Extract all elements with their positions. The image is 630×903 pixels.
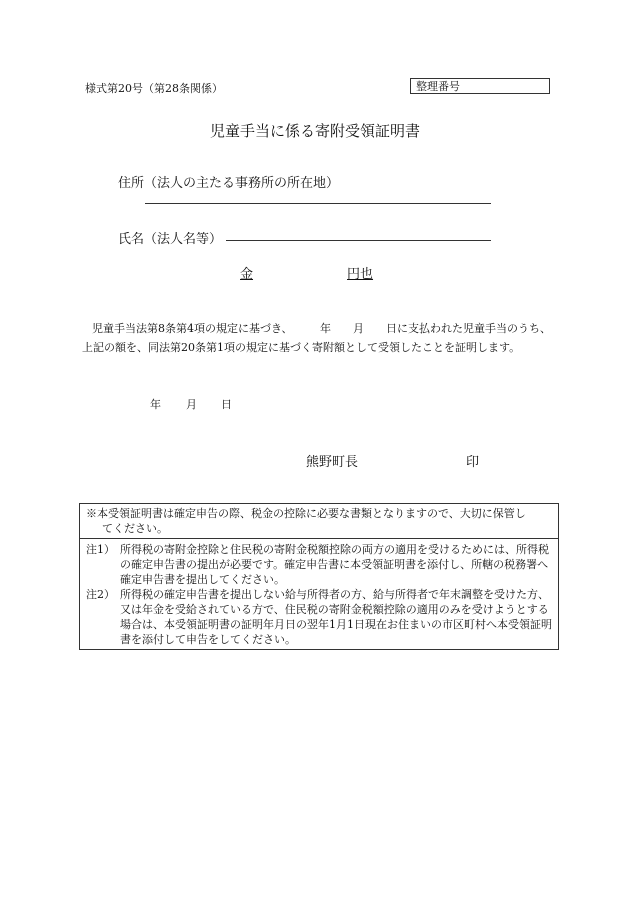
note-text: 所得税の確定申告書を提出しない給与所得者の方、給与所得者で年末調整を受けた方、又は年金を受給されている方で、住民税の寄附金税額控除の適用のみを受けようとする場合は、本受領証明書の証明年月日の翌年1月1日現在お住まいの市区町村へ本受領証明書を添付して申告をしてください。	[120, 588, 552, 646]
certification-text: 児童手当法第8条第4項の規定に基づき、 年 月 日に支払われた児童手当のうち、上記の額を、同法第20条第1項の規定に基づく寄附額として受領したことを証明します。	[82, 322, 552, 354]
reference-number-box[interactable]: 整理番号	[410, 78, 550, 94]
amount-prefix: 金	[240, 267, 254, 282]
note-number: 注2）	[86, 588, 115, 601]
notes-header	[80, 504, 558, 539]
amount-field[interactable]	[240, 263, 385, 282]
address-label: 住所（法人の主たる事務所の所在地）	[118, 176, 340, 191]
note-item-2	[80, 587, 558, 647]
form-number: 様式第20号（第28条関係）	[85, 82, 223, 95]
amount-suffix: 円也	[347, 267, 374, 282]
note-text: 所得税の寄附金控除と住民税の寄附金税額控除の両方の適用を受けるためには、所得税の確定申告書の提出が必要です。確定申告書に本受領証明書を添付し、所轄の税務署へ確定申告書を提出してください。	[120, 543, 549, 586]
date-day: 日	[221, 398, 232, 411]
name-label: 氏名（法人名等）	[118, 232, 223, 247]
notes-box	[79, 503, 559, 650]
issue-date	[0, 396, 630, 412]
name-line[interactable]	[226, 240, 491, 241]
date-month: 月	[186, 398, 197, 411]
issuer-title: 熊野町長	[306, 455, 359, 470]
notes-header-line1: ※本受領証明書は確定申告の際、税金の控除に必要な書類となりますので、大切に保管し	[86, 507, 526, 520]
seal-mark: 印	[466, 455, 480, 470]
document-title: 児童手当に係る寄附受領証明書	[209, 122, 420, 140]
note-item-1	[80, 542, 558, 587]
note-number: 注1）	[86, 543, 115, 556]
address-line[interactable]	[145, 203, 491, 204]
notes-header-line2: てください。	[102, 522, 168, 535]
date-year: 年	[150, 398, 161, 411]
